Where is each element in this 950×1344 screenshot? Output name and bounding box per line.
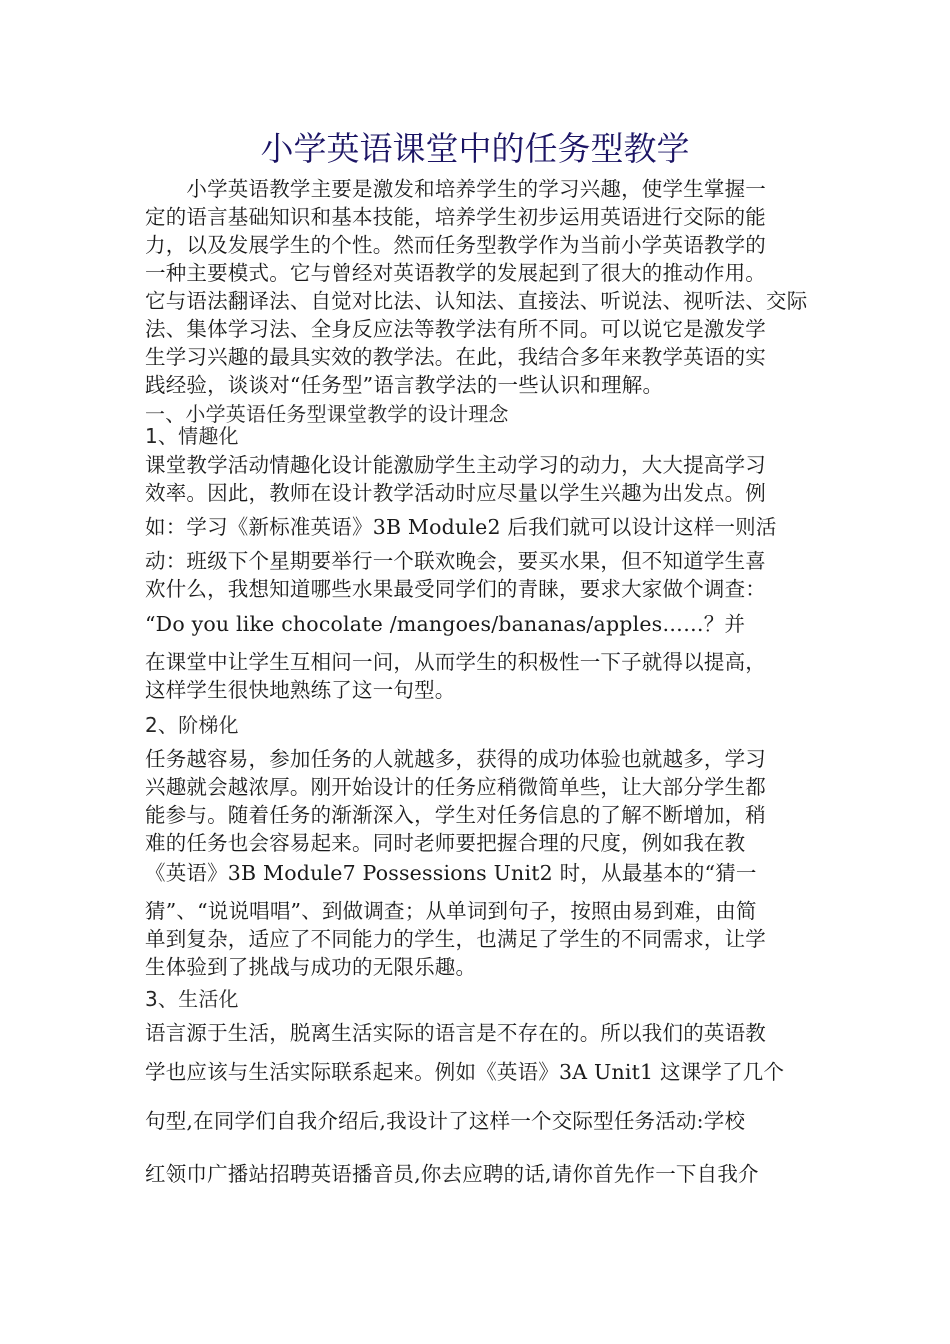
sub3-line: 句型,在同学们自我介绍后,我设计了这样一个交际型任务活动:学校 xyxy=(145,1109,746,1133)
sub2-line: 兴趣就会越浓厚。刚开始设计的任务应稍微简单些，让大部分学生都 xyxy=(145,775,766,799)
sub2-line: 能参与。随着任务的渐渐深入，学生对任务信息的了解不断增加，稍 xyxy=(145,803,766,827)
intro-line: 践经验，谈谈对“任务型”语言教学法的一些认识和理解。 xyxy=(145,373,664,397)
sub1-line: 如：学习《新标准英语》3B Module2 后我们就可以设计这样一则活 xyxy=(145,515,777,539)
intro-line: 力，以及发展学生的个性。然而任务型教学作为当前小学英语教学的 xyxy=(145,233,766,257)
sub2-line: 《英语》3B Module7 Possessions Unit2 时，从最基本的“猜一 xyxy=(145,861,757,885)
sub1-line: “Do you like chocolate /mangoes/bananas/apples……？并 xyxy=(145,612,746,636)
intro-line: 一种主要模式。它与曾经对英语教学的发展起到了很大的推动作用。 xyxy=(145,261,766,285)
sub3-heading: 3、生活化 xyxy=(145,987,239,1011)
sub2-heading: 2、阶梯化 xyxy=(145,713,239,737)
sub1-line: 课堂教学活动情趣化设计能激励学生主动学习的动力，大大提高学习 xyxy=(145,453,766,477)
sub3-line: 语言源于生活，脱离生活实际的语言是不存在的。所以我们的英语教 xyxy=(145,1021,766,1045)
sub1-heading: 1、情趣化 xyxy=(145,424,239,448)
sub2-line: 单到复杂，适应了不同能力的学生，也满足了学生的不同需求，让学 xyxy=(145,927,766,951)
intro-line: 生学习兴趣的最具实效的教学法。在此，我结合多年来教学英语的实 xyxy=(145,345,766,369)
sub1-line: 动：班级下个星期要举行一个联欢晚会，要买水果，但不知道学生喜 xyxy=(145,549,766,573)
intro-line: 小学英语教学主要是激发和培养学生的学习兴趣，使学生掌握一 xyxy=(145,177,766,201)
intro-line: 它与语法翻译法、自觉对比法、认知法、直接法、听说法、视听法、交际 xyxy=(145,289,808,313)
sub1-line: 这样学生很快地熟练了这一句型。 xyxy=(145,678,456,702)
intro-line: 法、集体学习法、全身反应法等教学法有所不同。可以说它是激发学 xyxy=(145,317,766,341)
sub1-line: 在课堂中让学生互相问一问，从而学生的积极性一下子就得以提高， xyxy=(145,650,766,674)
sub2-line: 难的任务也会容易起来。同时老师要把握合理的尺度，例如我在教 xyxy=(145,831,746,855)
sub3-line: 学也应该与生活实际联系起来。例如《英语》3A Unit1 这课学了几个 xyxy=(145,1060,785,1084)
sub1-line: 效率。因此，教师在设计教学活动时应尽量以学生兴趣为出发点。例 xyxy=(145,481,766,505)
intro-line: 定的语言基础知识和基本技能，培养学生初步运用英语进行交际的能 xyxy=(145,205,766,229)
sub3-line: 红领巾广播站招聘英语播音员,你去应聘的话,请你首先作一下自我介 xyxy=(145,1162,759,1186)
sub1-line: 欢什么，我想知道哪些水果最受同学们的青睐，要求大家做个调查： xyxy=(145,577,766,601)
document-title: 小学英语课堂中的任务型教学 xyxy=(260,129,690,168)
sub2-line: 任务越容易，参加任务的人就越多，获得的成功体验也就越多，学习 xyxy=(145,747,766,771)
sub2-line: 猜”、“说说唱唱”、到做调查；从单词到句子，按照由易到难，由简 xyxy=(145,899,757,923)
section-heading: 一、小学英语任务型课堂教学的设计理念 xyxy=(145,402,509,426)
sub2-line: 生体验到了挑战与成功的无限乐趣。 xyxy=(145,955,477,979)
